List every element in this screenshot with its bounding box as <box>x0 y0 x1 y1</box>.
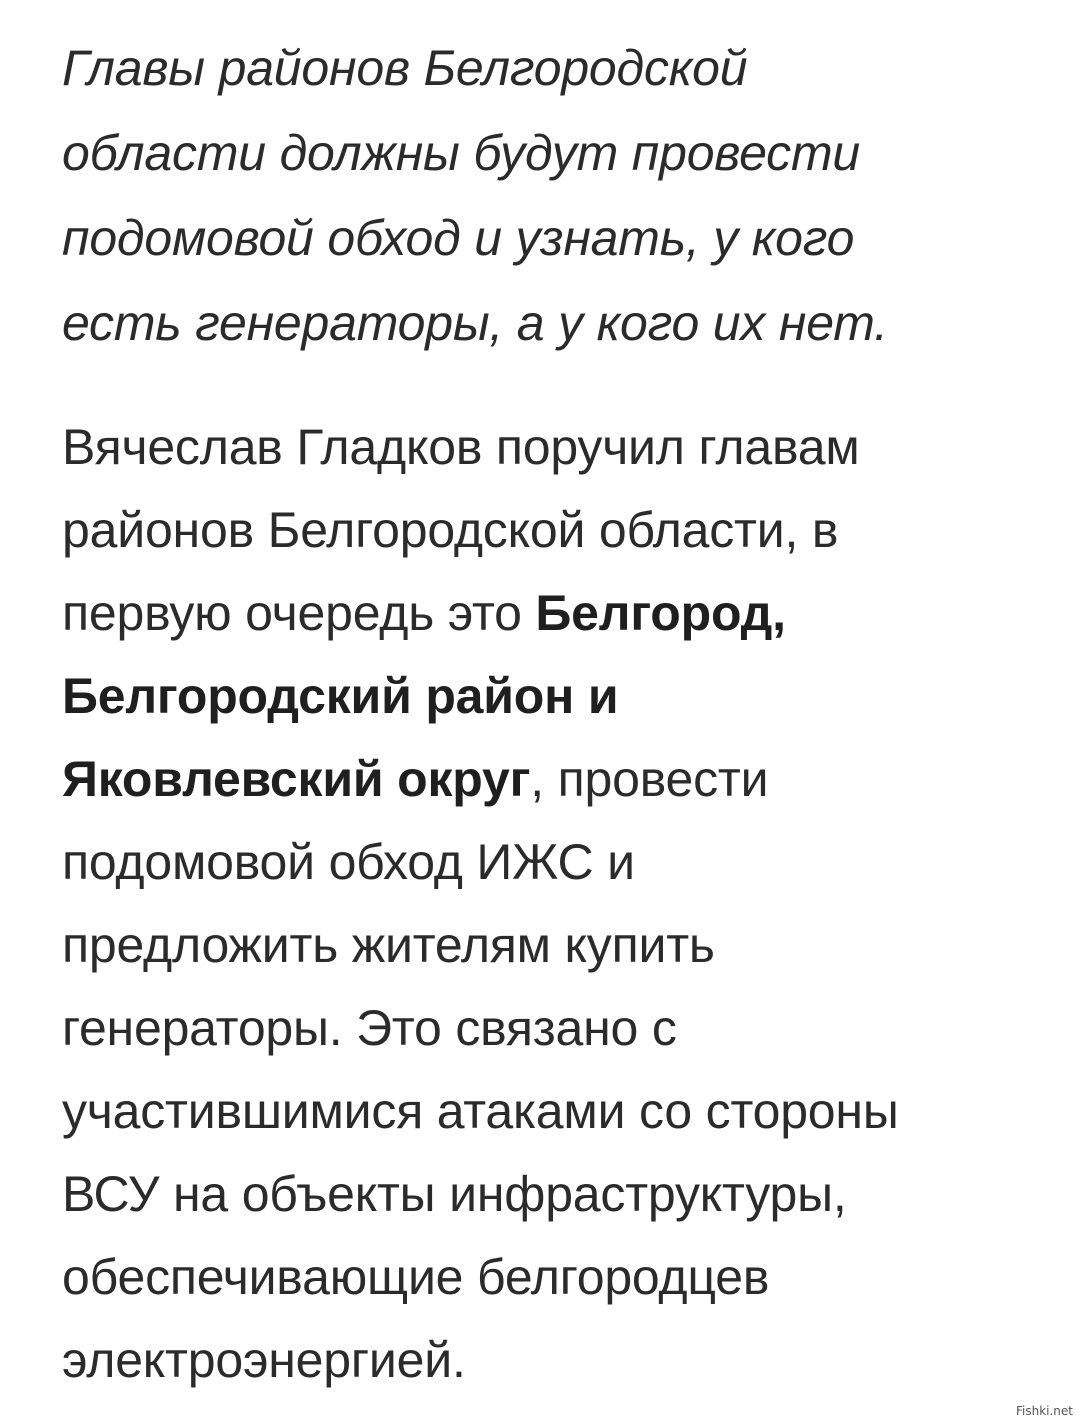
body-line: подомовой обход ИЖС и <box>62 834 635 890</box>
body-text: , провести <box>530 751 769 807</box>
body-line: районов Белгородской области, в <box>62 502 839 558</box>
body-line: электроэнергией. <box>62 1332 466 1388</box>
body-line <box>62 738 1042 821</box>
body-text: первую очередь это <box>62 585 536 641</box>
bold-place-name: Белгород, <box>535 585 786 641</box>
body-line: генераторы. Это связано с <box>62 1000 677 1056</box>
body-line: Вячеслав Гладков поручил главам <box>62 419 860 475</box>
body-paragraph <box>62 406 1042 1402</box>
bold-place-name: Белгородский район и <box>62 668 619 724</box>
lede-line: есть генераторы, а у кого их нет. <box>62 295 888 351</box>
lede-line: области должны будут провести <box>62 125 861 181</box>
lede-line: Главы районов Белгородской <box>62 40 748 96</box>
lede-line: подомовой обход и узнать, у кого <box>62 210 855 266</box>
article <box>62 26 1042 1402</box>
body-line: обеспечивающие белгородцев <box>62 1249 770 1305</box>
bold-place-name: Яковлевский округ <box>62 751 531 807</box>
body-line: участившимися атаками со стороны <box>62 1083 899 1139</box>
lede-paragraph <box>62 26 1042 366</box>
watermark: Fishki.net <box>1013 1403 1076 1419</box>
body-line: предложить жителям купить <box>62 917 715 973</box>
body-line <box>62 655 1042 738</box>
body-line <box>62 572 1042 655</box>
body-line: ВСУ на объекты инфраструктуры, <box>62 1166 847 1222</box>
